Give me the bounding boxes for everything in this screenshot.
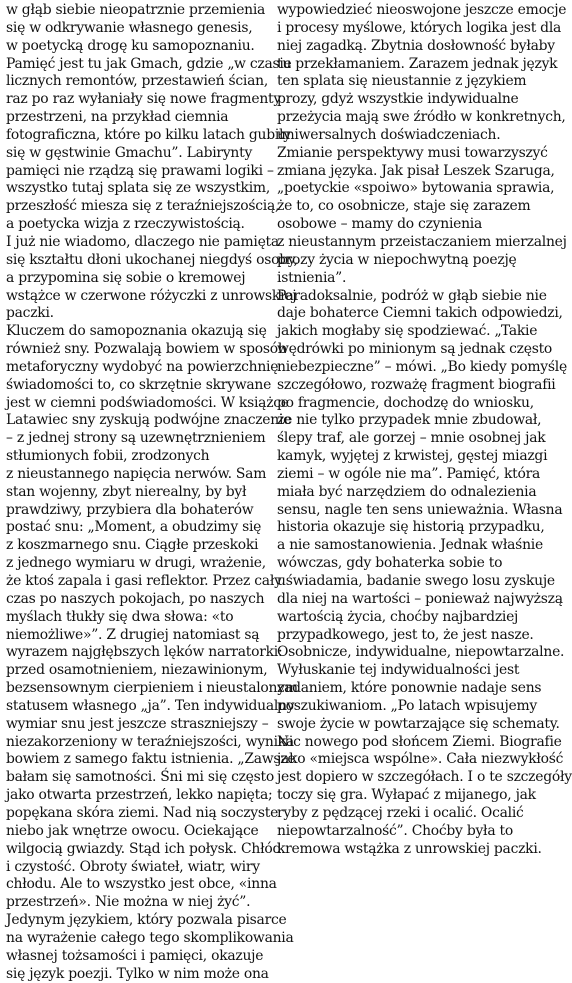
text-line: licznych remontów, przestawień ścian,: [6, 73, 268, 90]
text-line: myślach tłukły się dwa słowa: «to: [6, 608, 234, 625]
text-line: zadaniem, które ponownie nadaje sens: [277, 680, 542, 697]
text-line: wymiar snu jest jeszcze straszniejszy –: [6, 715, 269, 732]
text-line: szczegółowo, rozważę fragment biografii: [277, 376, 556, 393]
text-line: Latawiec sny zyskują podwójne znaczenie: [6, 412, 292, 429]
text-line: istnienia”.: [277, 269, 347, 286]
text-line: a nie samostanowienia. Jednak właśnie: [277, 537, 543, 554]
text-line: ten splata się nieustannie z językiem: [277, 73, 527, 90]
text-line: własnej tożsamości i pamięci, okazuje: [6, 947, 264, 964]
text-line: kamyk, wyjętej z krwistej, gęstej miazgi: [277, 448, 548, 465]
text-line: wypowiedzieć nieoswojone jeszcze emocje: [277, 2, 567, 18]
text-line: z jednego wymiaru w drugi, wrażenie,: [6, 555, 266, 572]
text-line: jako «miejsca wspólne». Cała niezwykłość: [277, 751, 564, 768]
text-line: że ktoś zapala i gasi reflektor. Przez cały: [6, 573, 282, 589]
text-line: z koszmarnego snu. Ciągłe przeskoki: [6, 537, 259, 554]
text-line: kremowa wstążka z unrowskiej paczki.: [277, 840, 542, 857]
text-line: bowiem z samego faktu istnienia. „Zawsze: [6, 751, 296, 768]
text-line: wyrazem najgłębszych lęków narratorki:: [6, 644, 283, 661]
text-line: a poetycka wizja z rzeczywistością.: [6, 216, 245, 233]
text-line: niej zagadką. Zbytnia dosłowność byłaby: [277, 37, 555, 54]
text-line: Nic nowego pod słońcem Ziemi. Biografie: [277, 733, 562, 750]
text-line: również sny. Pozwalają bowiem w sposób: [6, 341, 287, 358]
text-line: paczki.: [6, 305, 54, 322]
text-line: historia okazuje się historią przypadku,: [277, 519, 545, 536]
text-line: prozy życia w niepochwytną poezję: [277, 251, 517, 268]
text-line: Jedynym językiem, który pozwala pisarce: [6, 912, 287, 929]
text-line: ryby z pędzącej rzeki i ocalić. Ocalić: [277, 804, 524, 821]
text-line: przeszłość miesza się z teraźniejszością,: [6, 198, 280, 215]
text-line: Kluczem do samopoznania okazują się: [6, 323, 267, 340]
text-line: dla niej na wartości – ponieważ najwyższą: [277, 590, 563, 607]
text-column-left: [6, 2, 298, 982]
text-line: się kształtu dłoni ukochanej niegdyś osoby,: [6, 251, 298, 268]
text-line: I już nie wiadomo, dlaczego nie pamięta: [6, 233, 279, 250]
text-line: osobowe – mamy do czynienia: [277, 216, 483, 233]
text-line: popękana skóra ziemi. Nad nią soczyste: [6, 804, 279, 821]
text-line: uniwersalnych doświadczeniach.: [277, 126, 501, 143]
text-line: przed osamotnieniem, niezawinionym,: [6, 662, 268, 679]
text-line: z nieustannego napięcia nerwów. Sam: [6, 465, 267, 482]
text-line: sensu, nagle ten sens unieważnia. Własna: [277, 501, 563, 518]
text-line: niezakorzeniony w teraźniejszości, wynika: [6, 733, 294, 750]
text-line: świadomości to, co skrzętnie skrywane: [6, 376, 272, 393]
text-line: przypadkowego, jest to, że jest nasze.: [277, 626, 534, 643]
text-line: Zmianie perspektywy musi towarzyszyć: [277, 144, 548, 161]
text-line: Pamięć jest tu jak Gmach, gdzie „w czasie: [6, 55, 292, 72]
text-line: daje bohaterce Ciemni takich odpowiedzi,: [277, 305, 563, 322]
text-line: tu przekłamaniem. Zarazem jednak język: [277, 55, 558, 72]
text-line: i procesy myślowe, których logika jest dla: [277, 19, 562, 36]
text-line: wilgocią gwiazdy. Stąd ich połysk. Chłód: [6, 840, 282, 857]
text-line: ślepy traf, ale gorzej – mnie osobnej jak: [277, 430, 546, 447]
text-line: w głąb siebie nieopatrznie przemienia: [6, 2, 266, 18]
text-line: jako otwarta przestrzeń, lekko napięta;: [6, 787, 273, 804]
text-line: Osobnicze, indywidualne, niepowtarzalne.: [277, 644, 565, 661]
text-line: bezsensownym cierpieniem i nieustalonym: [6, 680, 298, 697]
text-line: wstążce w czerwone różyczki z unrowskiej: [6, 287, 297, 304]
text-line: prozy, gdyż wszystkie indywidualne: [277, 91, 519, 108]
text-line: w poetycką drogę ku samopoznaniu.: [6, 37, 255, 54]
text-line: się w odkrywanie własnego genesis,: [6, 19, 253, 36]
text-line: – z jednej strony są uzewnętrznieniem: [6, 430, 266, 447]
text-line: ziemi – w ogóle nie ma”. Pamięć, która: [277, 465, 541, 482]
text-line: raz po raz wyłaniały się nowe fragmenty: [6, 91, 281, 108]
text-line: się język poezji. Tylko w nim może ona: [6, 965, 269, 982]
text-line: przestrzeni, na przykład ciemnia: [6, 109, 229, 126]
text-line: fotograficzna, które po kilku latach gubiły: [6, 126, 291, 143]
text-line: Wyłuskanie tej indywidualności jest: [277, 662, 520, 679]
text-line: wszystko tutaj splata się ze wszystkim,: [6, 180, 270, 197]
text-line: wówczas, gdy bohaterka sobie to: [277, 555, 503, 572]
text-line: toczy się gra. Wyłapać z mijanego, jak: [277, 787, 536, 804]
text-line: czas po naszych pokojach, po naszych: [6, 590, 265, 607]
text-line: i czystość. Obroty świateł, wiatr, wiry: [6, 858, 260, 875]
text-line: przestrzeń». Nie można w niej żyć”.: [6, 894, 251, 911]
text-line: niepowtarzalność”. Choćby była to: [277, 822, 513, 839]
text-line: bałam się samotności. Śni mi się często: [6, 769, 274, 786]
text-line: niemożliwe»”. Z drugiej natomiast są: [6, 626, 260, 643]
text-line: z nieustannym przeistaczaniem mierzalnej: [277, 233, 567, 250]
text-line: statusem własnego „ja”. Ten indywidualny: [6, 697, 295, 714]
text-line: się w gęstwinie Gmachu”. Labirynty: [6, 144, 253, 161]
text-line: prawdziwy, przybiera dla bohaterów: [6, 501, 254, 518]
text-line: jakich mogłaby się spodziewać. „Takie: [277, 323, 538, 340]
text-line: Paradoksalnie, podróż w głąb siebie nie: [277, 287, 547, 304]
text-line: pamięci nie rządzą się prawami logiki –: [6, 162, 274, 179]
text-line: zmiana języka. Jak pisał Leszek Szaruga,: [277, 162, 555, 179]
text-line: niebezpieczne” – mówi. „Bo kiedy pomyślę: [277, 358, 567, 375]
text-line: niebo jak wnętrze owocu. Ociekające: [6, 822, 259, 839]
text-line: swoje życie w powtarzające się schematy.: [277, 715, 560, 732]
text-line: wartością życia, choćby najbardziej: [277, 608, 519, 625]
text-line: stan wojenny, zbyt nierealny, by był: [6, 483, 247, 500]
text-line: przeżycia mają swe źródło w konkretnych,: [277, 109, 566, 126]
text-line: „poetyckie «spoiwo» bytowania sprawia,: [277, 180, 555, 197]
text-line: jest w ciemni podświadomości. W książce: [6, 394, 289, 411]
text-line: stłumionych fobii, zrodzonych: [6, 448, 210, 465]
text-line: miała być narzędziem do odnalezienia: [277, 483, 537, 500]
text-line: poszukiwaniom. „Po latach wpisujemy: [277, 697, 538, 714]
text-line: że nie tylko przypadek mnie zbudował,: [277, 412, 542, 429]
text-line: a przypomina się sobie o kremowej: [6, 269, 246, 286]
text-line: metaforyczny wydobyć na powierzchnię: [6, 358, 279, 375]
text-column-right: [277, 2, 572, 900]
text-line: chłodu. Ale to wszystko jest obce, «inna: [6, 876, 277, 893]
text-line: jest dopiero w szczegółach. I o te szczegóły: [277, 769, 572, 786]
text-line: że to, co osobnicze, staje się zarazem: [277, 198, 531, 215]
text-line: postać snu: „Moment, a obudzimy się: [6, 519, 262, 536]
text-line: uświadamia, badanie swego losu zyskuje: [277, 573, 555, 589]
text-line: na wyrażenie całego tego skomplikowania: [6, 929, 294, 946]
text-line: wędrówki po minionym są jednak często: [277, 341, 553, 358]
text-line: po fragmencie, dochodzę do wniosku,: [277, 394, 534, 411]
